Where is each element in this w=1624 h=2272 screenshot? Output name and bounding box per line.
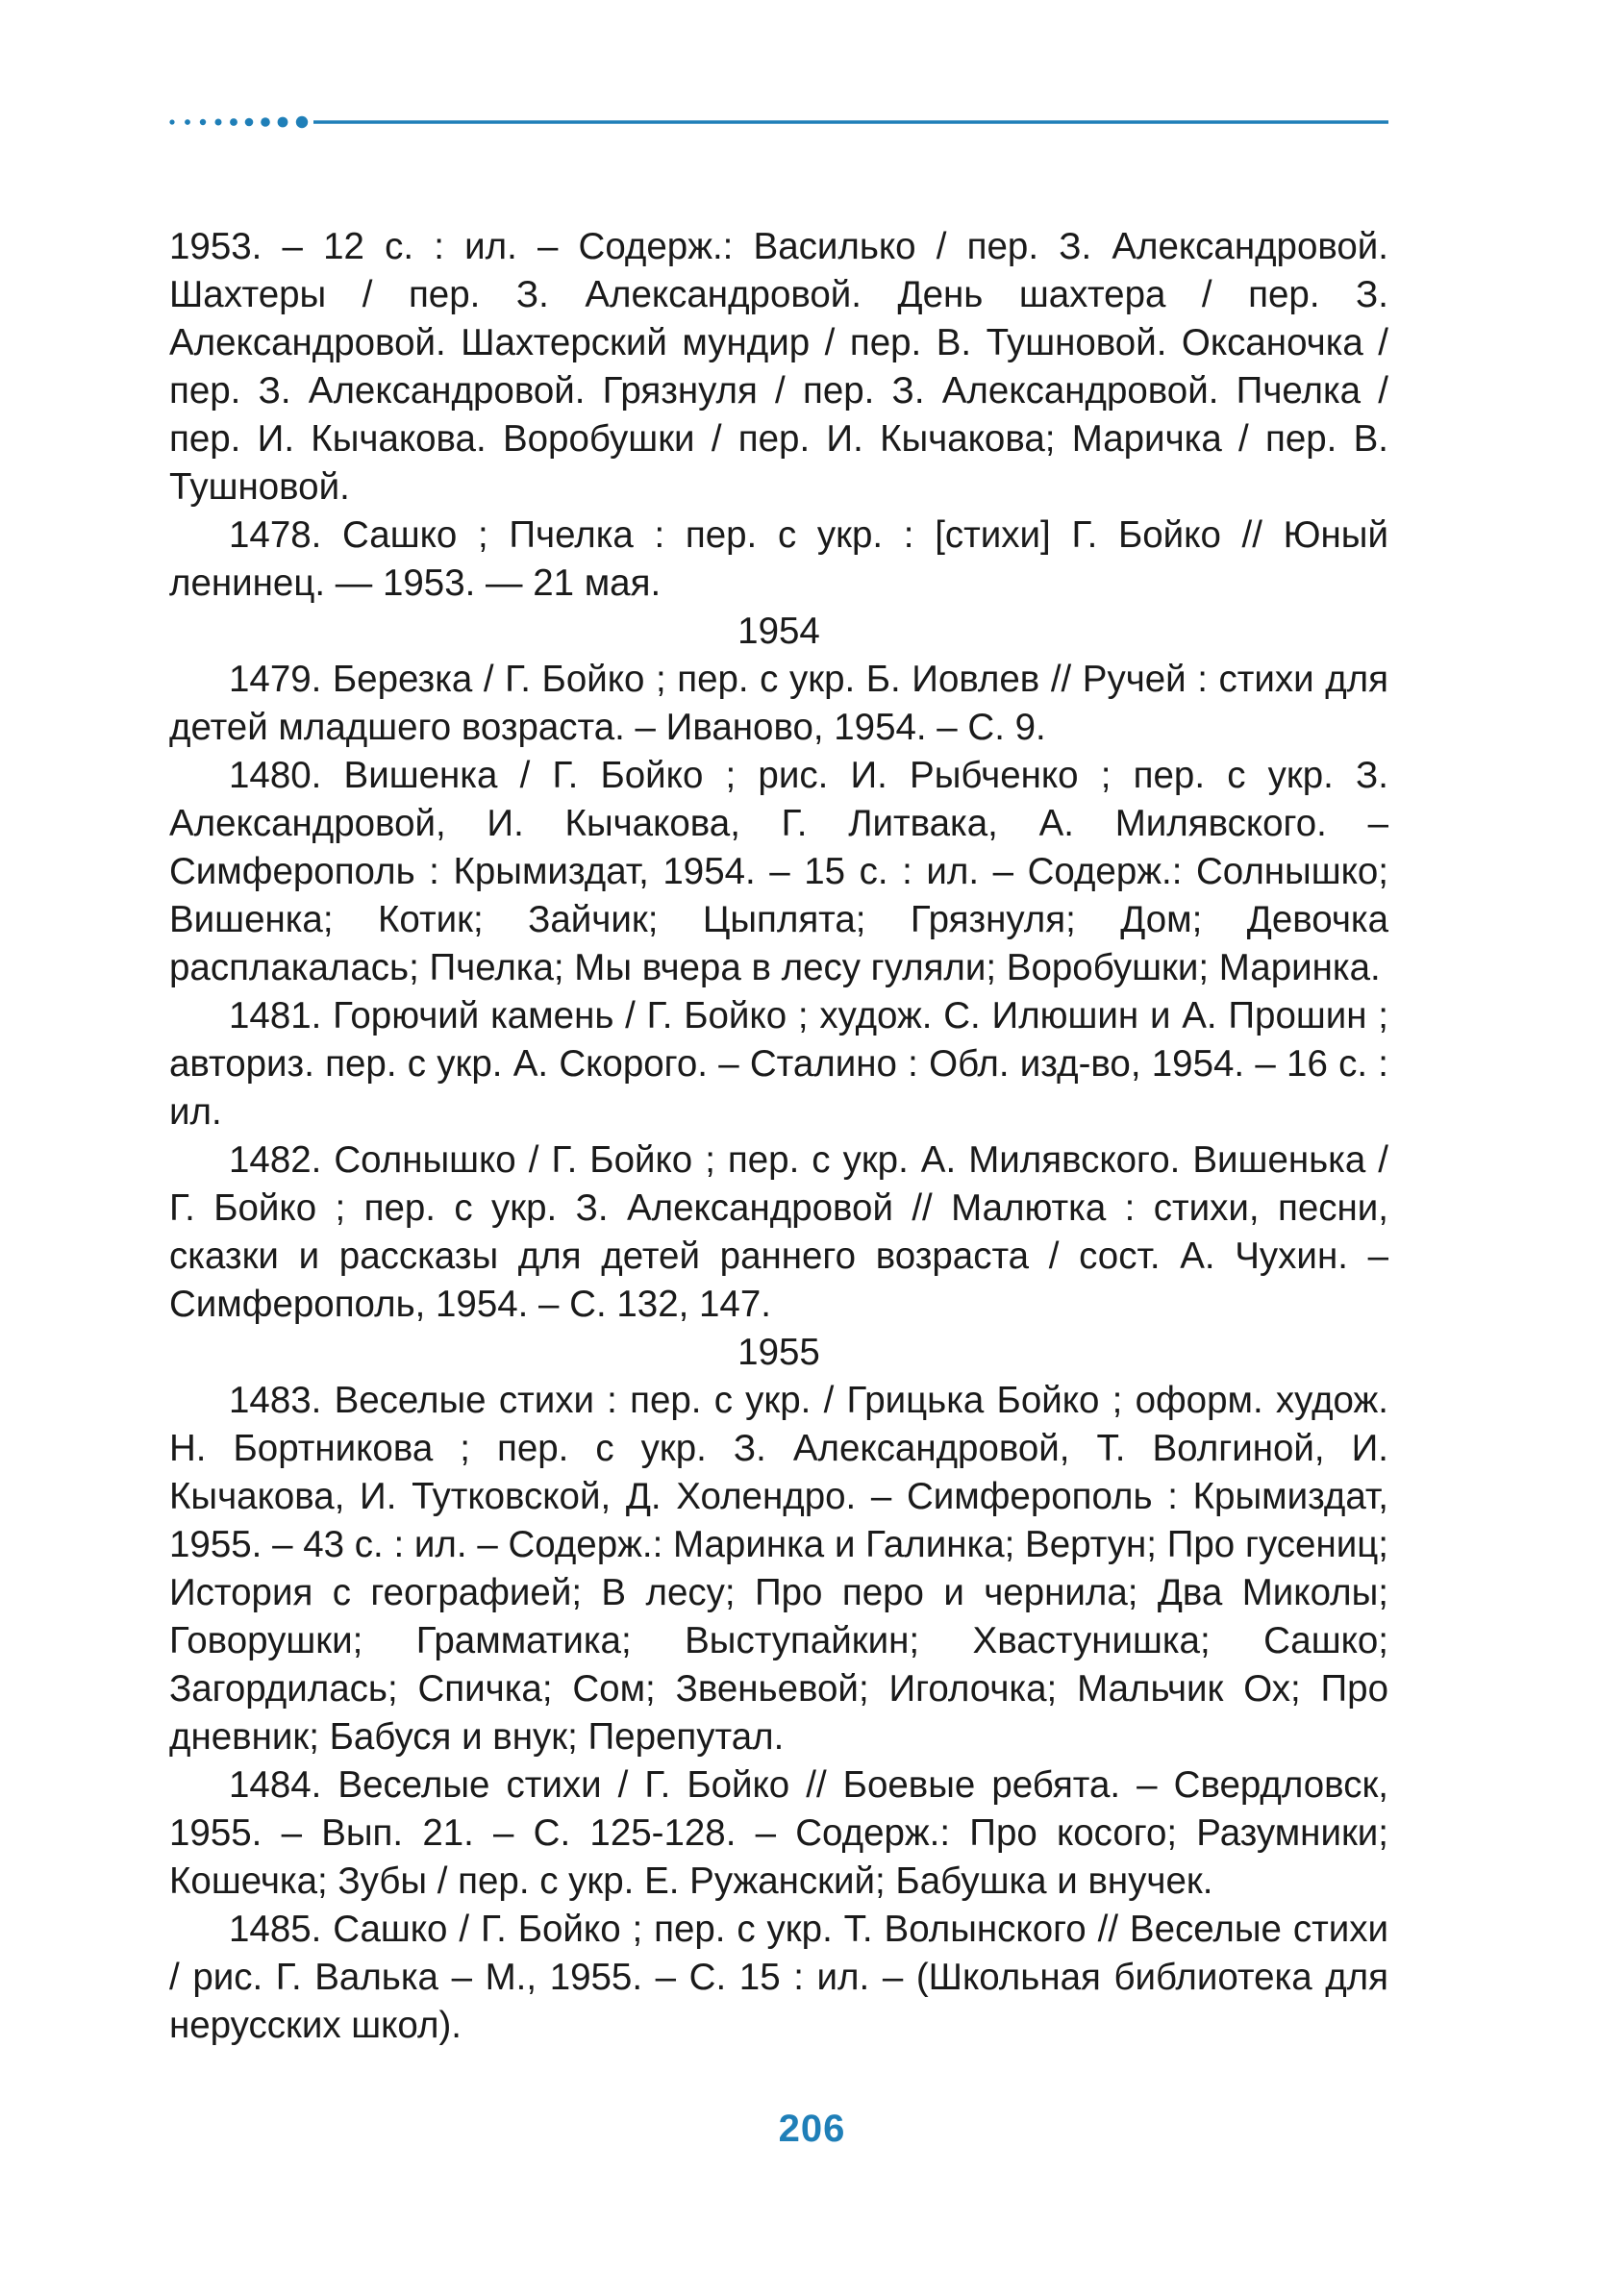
bibliography-text bbox=[169, 223, 1388, 2050]
entry-1479: 1479. Березка / Г. Бойко ; пер. с укр. Б. Иовлев // Ручей : стихи для детей младшего возраста. – Иваново, 1954. – С. 9. bbox=[169, 659, 1388, 748]
entry-1485: 1485. Сашко / Г. Бойко ; пер. с укр. Т. Волынского // Веселые стихи / рис. Г. Валька – М., 1955. – С. 15 : ил. – (Школьная библиотека для нерусских школ). bbox=[169, 1909, 1388, 2046]
continuation-paragraph: 1953. – 12 с. : ил. – Содерж.: Василько / пер. З. Александровой. Шахтеры / пер. З. Александровой. День шахтера / пер. З. Александровой. Шахтерский мундир / пер. В. Тушновой. Оксаночка / пер. З. Александровой. Грязнуля / пер. З. Александровой. Пчелка / пер. И. Кычакова. Воробушки / пер. И. Кычакова; Маричка / пер. В. Тушновой. bbox=[169, 226, 1388, 508]
header-dots-line bbox=[169, 113, 1388, 131]
entry-1481: 1481. Горючий камень / Г. Бойко ; худож. С. Илюшин и А. Прошин ; авториз. пер. с укр. А. Скорого. – Сталино : Обл. изд-во, 1954. – 16 с. : ил. bbox=[169, 995, 1388, 1133]
entry-1478: 1478. Сашко ; Пчелка : пер. с укр. : [стихи] Г. Бойко // Юный ленинец. — 1953. — 21 мая. bbox=[169, 514, 1388, 604]
page-number: 206 bbox=[778, 2108, 846, 2150]
entry-1483: 1483. Веселые стихи : пер. с укр. / Грицька Бойко ; оформ. худож. Н. Бортникова ; пер. с укр. З. Александровой, Т. Волгиной, И. Кычакова, И. Тутковской, Д. Холендро. – Симферополь : Крымиздат, 1955. – 43 с. : ил. – Содерж.: Маринка и Галинка; Вертун; Про гусениц; История с географией; В лесу; Про перо и чернила; Два Миколы; Говорушки; Грамматика; Выступайкин; Хвастунишка; Сашко; Загордилась; Спичка; Сом; Звеньевой; Иголочка; Мальчик Ох; Про дневник; Бабуся и внук; Перепутал. bbox=[169, 1380, 1388, 1758]
header-decorative-rule bbox=[169, 113, 1388, 131]
year-heading-1955: 1955 bbox=[737, 1332, 820, 1373]
entry-1484: 1484. Веселые стихи / Г. Бойко // Боевые ребята. – Свердловск, 1955. – Вып. 21. – С. 125-128. – Содерж.: Про косого; Разумники; Кошечка; Зубы / пер. с укр. Е. Ружанский; Бабушка и внучек. bbox=[169, 1764, 1388, 1902]
entry-1482: 1482. Солнышко / Г. Бойко ; пер. с укр. А. Милявского. Вишенька / Г. Бойко ; пер. с укр. З. Александровой // Малютка : стихи, песни, сказки и рассказы для детей раннего возраста / сост. А. Чухин. – Симферополь, 1954. – С. 132, 147. bbox=[169, 1139, 1388, 1325]
year-heading-1954: 1954 bbox=[737, 611, 820, 652]
entry-1480: 1480. Вишенка / Г. Бойко ; рис. И. Рыбченко ; пер. с укр. З. Александровой, И. Кычакова, Г. Литвака, А. Милявского. – Симферополь : Крымиздат, 1954. – 15 с. : ил. – Содерж.: Солнышко; Вишенка; Котик; Зайчик; Цыплята; Грязнуля; Дом; Девочка расплакалась; Пчелка; Мы вчера в лесу гуляли; Воробушки; Маринка. bbox=[169, 755, 1388, 988]
